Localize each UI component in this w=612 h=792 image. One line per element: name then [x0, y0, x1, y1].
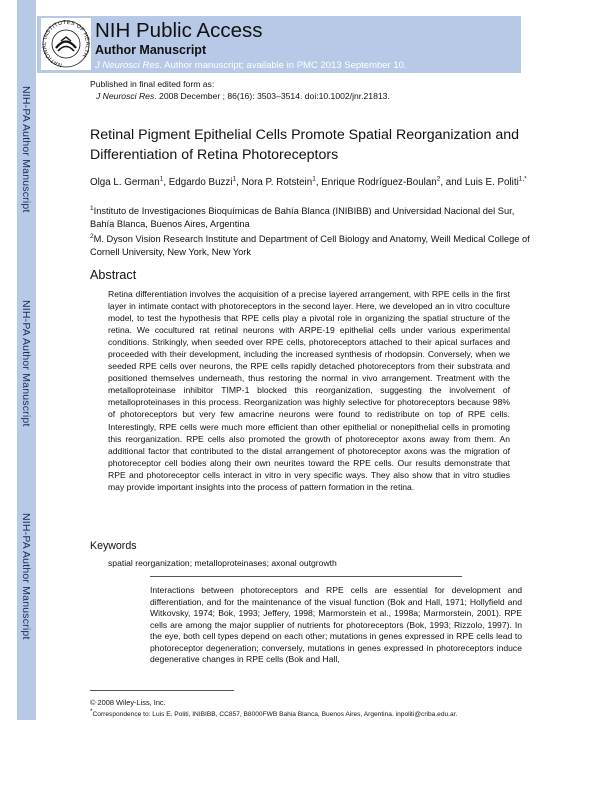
footnote-divider [90, 690, 234, 691]
publication-note [90, 78, 390, 102]
correspondence-note: *Correspondence to: Luis E. Politi, INIBIBB, CC857, B8000FWB Bahia Blanca, Buenos Aires, Argentina. inpoliti@criba.edu.ar. [90, 707, 458, 718]
publication-label: Published in final edited form as: [90, 79, 215, 89]
svg-text:NATIONAL INSTITUTES OF HEALTH: NATIONAL INSTITUTES OF HEALTH [41, 19, 91, 68]
copyright-notice: © 2008 Wiley-Liss, Inc. [90, 698, 166, 707]
abstract-text: Retina differentiation involves the acquisition of a precise layered arrangement, with RPE cells in the first layer in intimate contact with photoreceptors in the second layer. Here, we developed an in vitro coculture model, to test the hypothesis that RPE cells play a pivotal role in organizing the spatial structure of the retina. We cocultured rat retinal neurons with ARPE-19 epithelial cells under various experimental conditions. Strikingly, when seeded over RPE cells, photoreceptors attached to their apical surfaces and proceeded with their development, including the increased synthesis of rhodopsin. Conversely, when we seeded RPE cells over neurons, the RPE cells rapidly detached photoreceptors from their substrata and positioned themselves underneath, thus restoring the normal in vivo arrangement. Treatment with the metalloproteinase inhibitor TIMP-1 blocked this reorganization, suggesting the involvement of metalloproteinases in this process. Reorganization was highly selective for photoreceptors because 98% of photoreceptors but very few amacrine neurons were found to redistribute on top of RPE cells. Interestingly, RPE cells were much more efficient than other epithelial or nonepithelial cells in promoting this reorganization. RPE cells also promoted the growth of photoreceptor axons away from them. An additional factor that contributed to the distal arrangement of photoreceptor axons was the migration of photoreceptor cell bodies along their own neurites toward the RPE cells. Our results demonstrate that RPE and photoreceptor cells interact in vitro in very specific ways. They also show that in vitro studies may provide important insights into the process of pattern formation in the retina. [108, 289, 510, 492]
publication-citation: J Neurosci Res. 2008 December ; 86(16): 3503–3514. doi:10.1002/jnr.21813. [96, 91, 390, 101]
affiliation-1: $^1$Instituto de Investigaciones Bioquímicas de Bahía Blanca (INIBIBB) and Universidad Nacional del Sur, Bahía Blanca, Buenos Aires, Argentina [90, 204, 515, 229]
section-divider [150, 576, 462, 577]
article-title: Retinal Pigment Epithelial Cells Promote Spatial Reorganization and Differentiation of Retina Photoreceptors [90, 127, 520, 163]
keywords-heading: Keywords [90, 540, 137, 552]
abstract-heading: Abstract [90, 268, 137, 282]
keywords-list: spatial reorganization; metalloproteinases; axonal outgrowth [108, 558, 337, 568]
header-status: J Neurosci Res. Author manuscript; available in PMC 2013 September 10. [95, 60, 407, 71]
nih-logo [41, 18, 91, 70]
author-list: Olga L. German$^1$, Edgardo Buzzi$^1$, Nora P. Rotstein$^1$, Enrique Rodríguez-Boulan$^2$, and Luis E. Politi$^{1,*}$ [90, 175, 527, 188]
header-subtitle: Author Manuscript [95, 43, 207, 57]
nih-seal-icon [41, 18, 91, 70]
body-paragraph: Interactions between photoreceptors and RPE cells are essential for development and differentiation, and for the maintenance of the visual function (Bok and Hall, 1971; Hollyfield and Witkovsky, 1974; Bok, 1993; Jeffery, 1998; Marmorstein et al., 1998a; Marmorstein, 2001). RPE cells are among the major supplier of nutrients for photoreceptors (Bok, 1993; Rizzolo, 1997). In the eye, both cell types depend on each other; mutations in genes expressed in RPE cells lead to photoreceptor degeneration; conversely, mutations in genes expressed in photoreceptors induce degenerative changes in RPE cells (Bok and Hall, [150, 585, 522, 664]
header-title: NIH Public Access [95, 19, 263, 42]
affiliation-2: $^2$M. Dyson Vision Research Institute and Department of Cell Biology and Anatomy, Weill Medical College of Cornell University, New York, New York [90, 232, 530, 257]
